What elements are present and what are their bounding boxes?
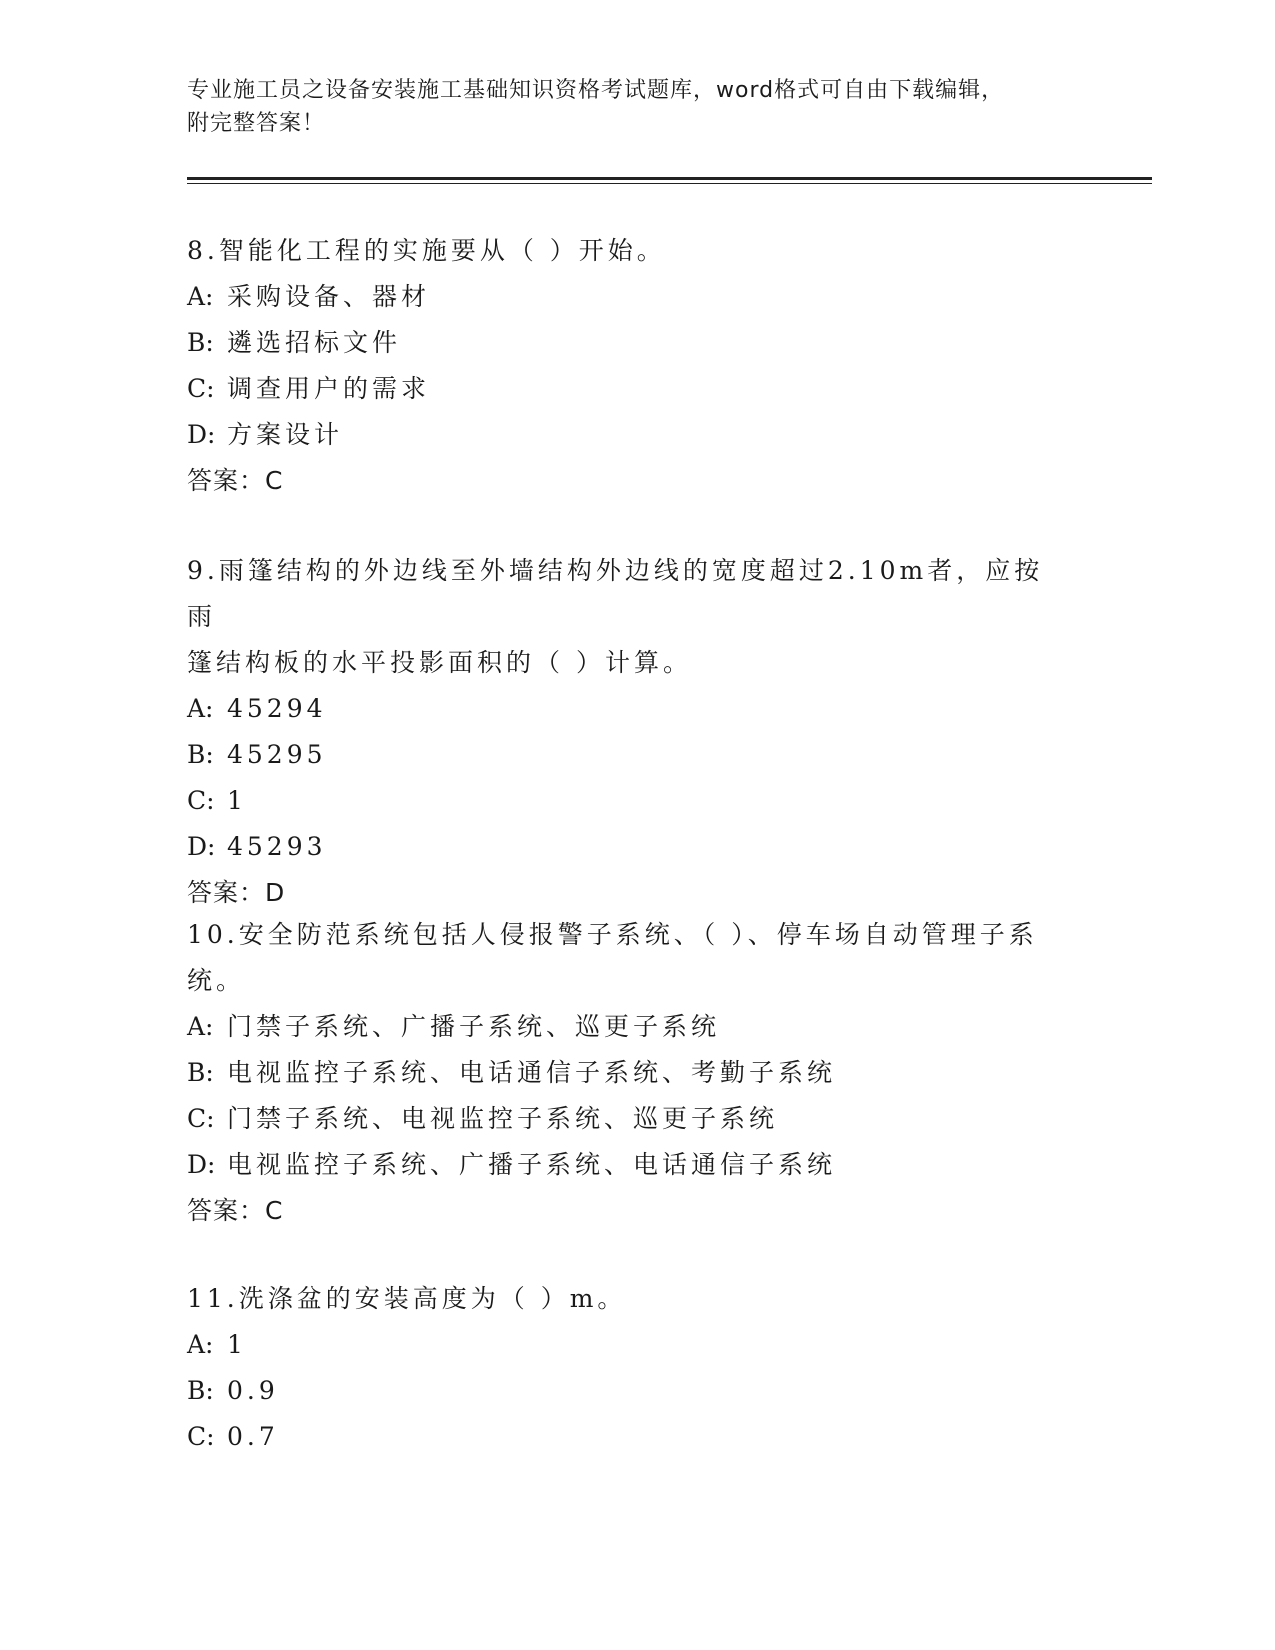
option-c	[187, 1096, 1067, 1142]
option-d	[187, 1142, 1067, 1188]
option-key: B:	[187, 1058, 214, 1087]
header-rule-thin	[187, 183, 1152, 184]
document-header	[187, 74, 1087, 140]
option-d	[187, 412, 1067, 458]
question-stem-line-2: 统。	[187, 966, 246, 995]
option-text: 调查用户的需求	[227, 374, 431, 403]
answer-line: 答案：D	[187, 878, 286, 907]
option-a	[187, 1322, 1067, 1368]
question-9	[187, 548, 1067, 916]
option-key: C:	[187, 1422, 215, 1451]
option-c	[187, 1414, 1067, 1460]
question-11	[187, 1276, 1067, 1460]
header-line-1: 专业施工员之设备安装施工基础知识资格考试题库，word格式可自由下载编辑，	[187, 78, 1005, 103]
option-key: B:	[187, 1376, 214, 1405]
option-key: A:	[187, 282, 214, 311]
option-text: 45295	[227, 740, 327, 769]
option-key: C:	[187, 786, 215, 815]
question-stem-line-1: 10.安全防范系统包括人侵报警子系统、（ ）、停车场自动管理子系	[187, 920, 1038, 949]
option-text: 门禁子系统、广播子系统、巡更子系统	[227, 1012, 721, 1041]
option-key: C:	[187, 1104, 215, 1133]
option-text: 1	[227, 786, 247, 815]
option-text: 方案设计	[227, 420, 344, 449]
option-a	[187, 686, 1067, 732]
header-line-2: 附完整答案！	[187, 111, 326, 136]
option-key: A:	[187, 1330, 214, 1359]
option-text: 门禁子系统、电视监控子系统、巡更子系统	[227, 1104, 779, 1133]
option-text: 45293	[227, 832, 327, 861]
question-8	[187, 228, 1067, 504]
option-text: 电视监控子系统、广播子系统、电话通信子系统	[227, 1150, 837, 1179]
option-d	[187, 824, 1067, 870]
option-b	[187, 1050, 1067, 1096]
option-c	[187, 366, 1067, 412]
question-stem-line-1: 9.雨篷结构的外边线至外墙结构外边线的宽度超过2.10m者，应按雨	[187, 556, 1044, 631]
option-text: 0.9	[227, 1376, 279, 1405]
option-a	[187, 1004, 1067, 1050]
option-text: 1	[227, 1330, 247, 1359]
option-text: 0.7	[227, 1422, 279, 1451]
option-text: 遴选招标文件	[227, 328, 402, 357]
option-a	[187, 274, 1067, 320]
option-key: B:	[187, 740, 214, 769]
option-key: C:	[187, 374, 215, 403]
answer-line: 答案：C	[187, 1196, 284, 1225]
option-key: A:	[187, 1012, 214, 1041]
option-text: 电视监控子系统、电话通信子系统、考勤子系统	[227, 1058, 837, 1087]
header-rule-thick	[187, 177, 1152, 180]
option-text: 采购设备、器材	[227, 282, 431, 311]
option-key: B:	[187, 328, 214, 357]
question-stem-line-2: 篷结构板的水平投影面积的（ ）计算。	[187, 648, 692, 677]
question-stem: 11.洗涤盆的安装高度为（ ）m。	[187, 1284, 627, 1313]
option-c	[187, 778, 1067, 824]
option-b	[187, 320, 1067, 366]
option-key: D:	[187, 1150, 216, 1179]
option-text: 45294	[227, 694, 327, 723]
option-key: D:	[187, 420, 216, 449]
option-key: D:	[187, 832, 216, 861]
option-key: A:	[187, 694, 214, 723]
question-10	[187, 912, 1067, 1234]
option-b	[187, 1368, 1067, 1414]
answer-line: 答案：C	[187, 466, 284, 495]
option-b	[187, 732, 1067, 778]
question-stem: 8.智能化工程的实施要从（ ）开始。	[187, 236, 666, 265]
